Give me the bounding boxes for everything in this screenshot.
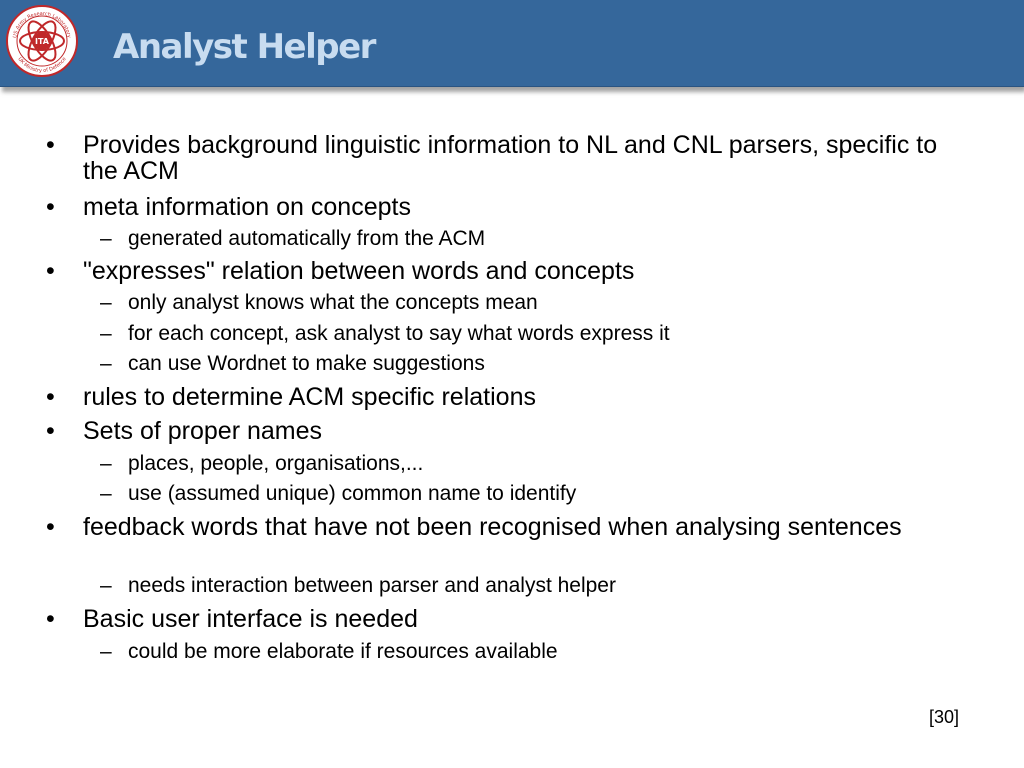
bullet-marker: • bbox=[46, 513, 55, 541]
sub-bullet-text: needs interaction between parser and analyst helper bbox=[128, 574, 616, 597]
bullet-marker: • bbox=[46, 193, 55, 221]
sub-bullet-marker: – bbox=[100, 227, 112, 250]
bullet-text: feedback words that have not been recognised when analysing sentences bbox=[83, 513, 902, 541]
logo-bottom-text: UK Ministry of Defence bbox=[16, 56, 68, 75]
bullet-text: rules to determine ACM specific relations bbox=[83, 383, 536, 411]
bullet-text: "expresses" relation between words and concepts bbox=[83, 257, 635, 285]
bullet-marker: • bbox=[46, 417, 55, 445]
sub-bullet-marker: – bbox=[100, 352, 112, 375]
bullet-marker: • bbox=[46, 605, 55, 633]
bullet-marker: • bbox=[46, 257, 55, 285]
sub-bullet-marker: – bbox=[100, 452, 112, 475]
bullet-text: meta information on concepts bbox=[83, 193, 411, 221]
slide-title: Analyst Helper bbox=[113, 27, 375, 67]
sub-bullet-text: only analyst knows what the concepts mean bbox=[128, 291, 538, 314]
bullet-text: Provides background linguistic information to NL and CNL parsers, specific to the ACM bbox=[83, 131, 938, 185]
sub-bullet-text: for each concept, ask analyst to say what words express it bbox=[128, 322, 670, 345]
sub-bullet-marker: – bbox=[100, 574, 112, 597]
sub-bullet-text: places, people, organisations,... bbox=[128, 452, 424, 475]
sub-bullet-text: generated automatically from the ACM bbox=[128, 227, 486, 250]
bullet-marker: • bbox=[46, 131, 55, 159]
bullet-text: Sets of proper names bbox=[83, 417, 323, 445]
sub-bullet-marker: – bbox=[100, 482, 112, 505]
page-number: [30] bbox=[929, 707, 960, 727]
sub-bullet-text: could be more elaborate if resources available bbox=[128, 640, 558, 663]
sub-bullet-text: can use Wordnet to make suggestions bbox=[128, 352, 485, 375]
logo-center-text: ITA bbox=[34, 37, 50, 46]
sub-bullet-marker: – bbox=[100, 322, 112, 345]
logo-top-text: US Army Research Laboratory bbox=[12, 10, 72, 39]
sub-bullet-marker: – bbox=[100, 291, 112, 314]
sub-bullet-text: use (assumed unique) common name to identify bbox=[128, 482, 577, 505]
bullet-text: Basic user interface is needed bbox=[83, 605, 418, 633]
bullet-marker: • bbox=[46, 383, 55, 411]
sub-bullet-marker: – bbox=[100, 640, 112, 663]
